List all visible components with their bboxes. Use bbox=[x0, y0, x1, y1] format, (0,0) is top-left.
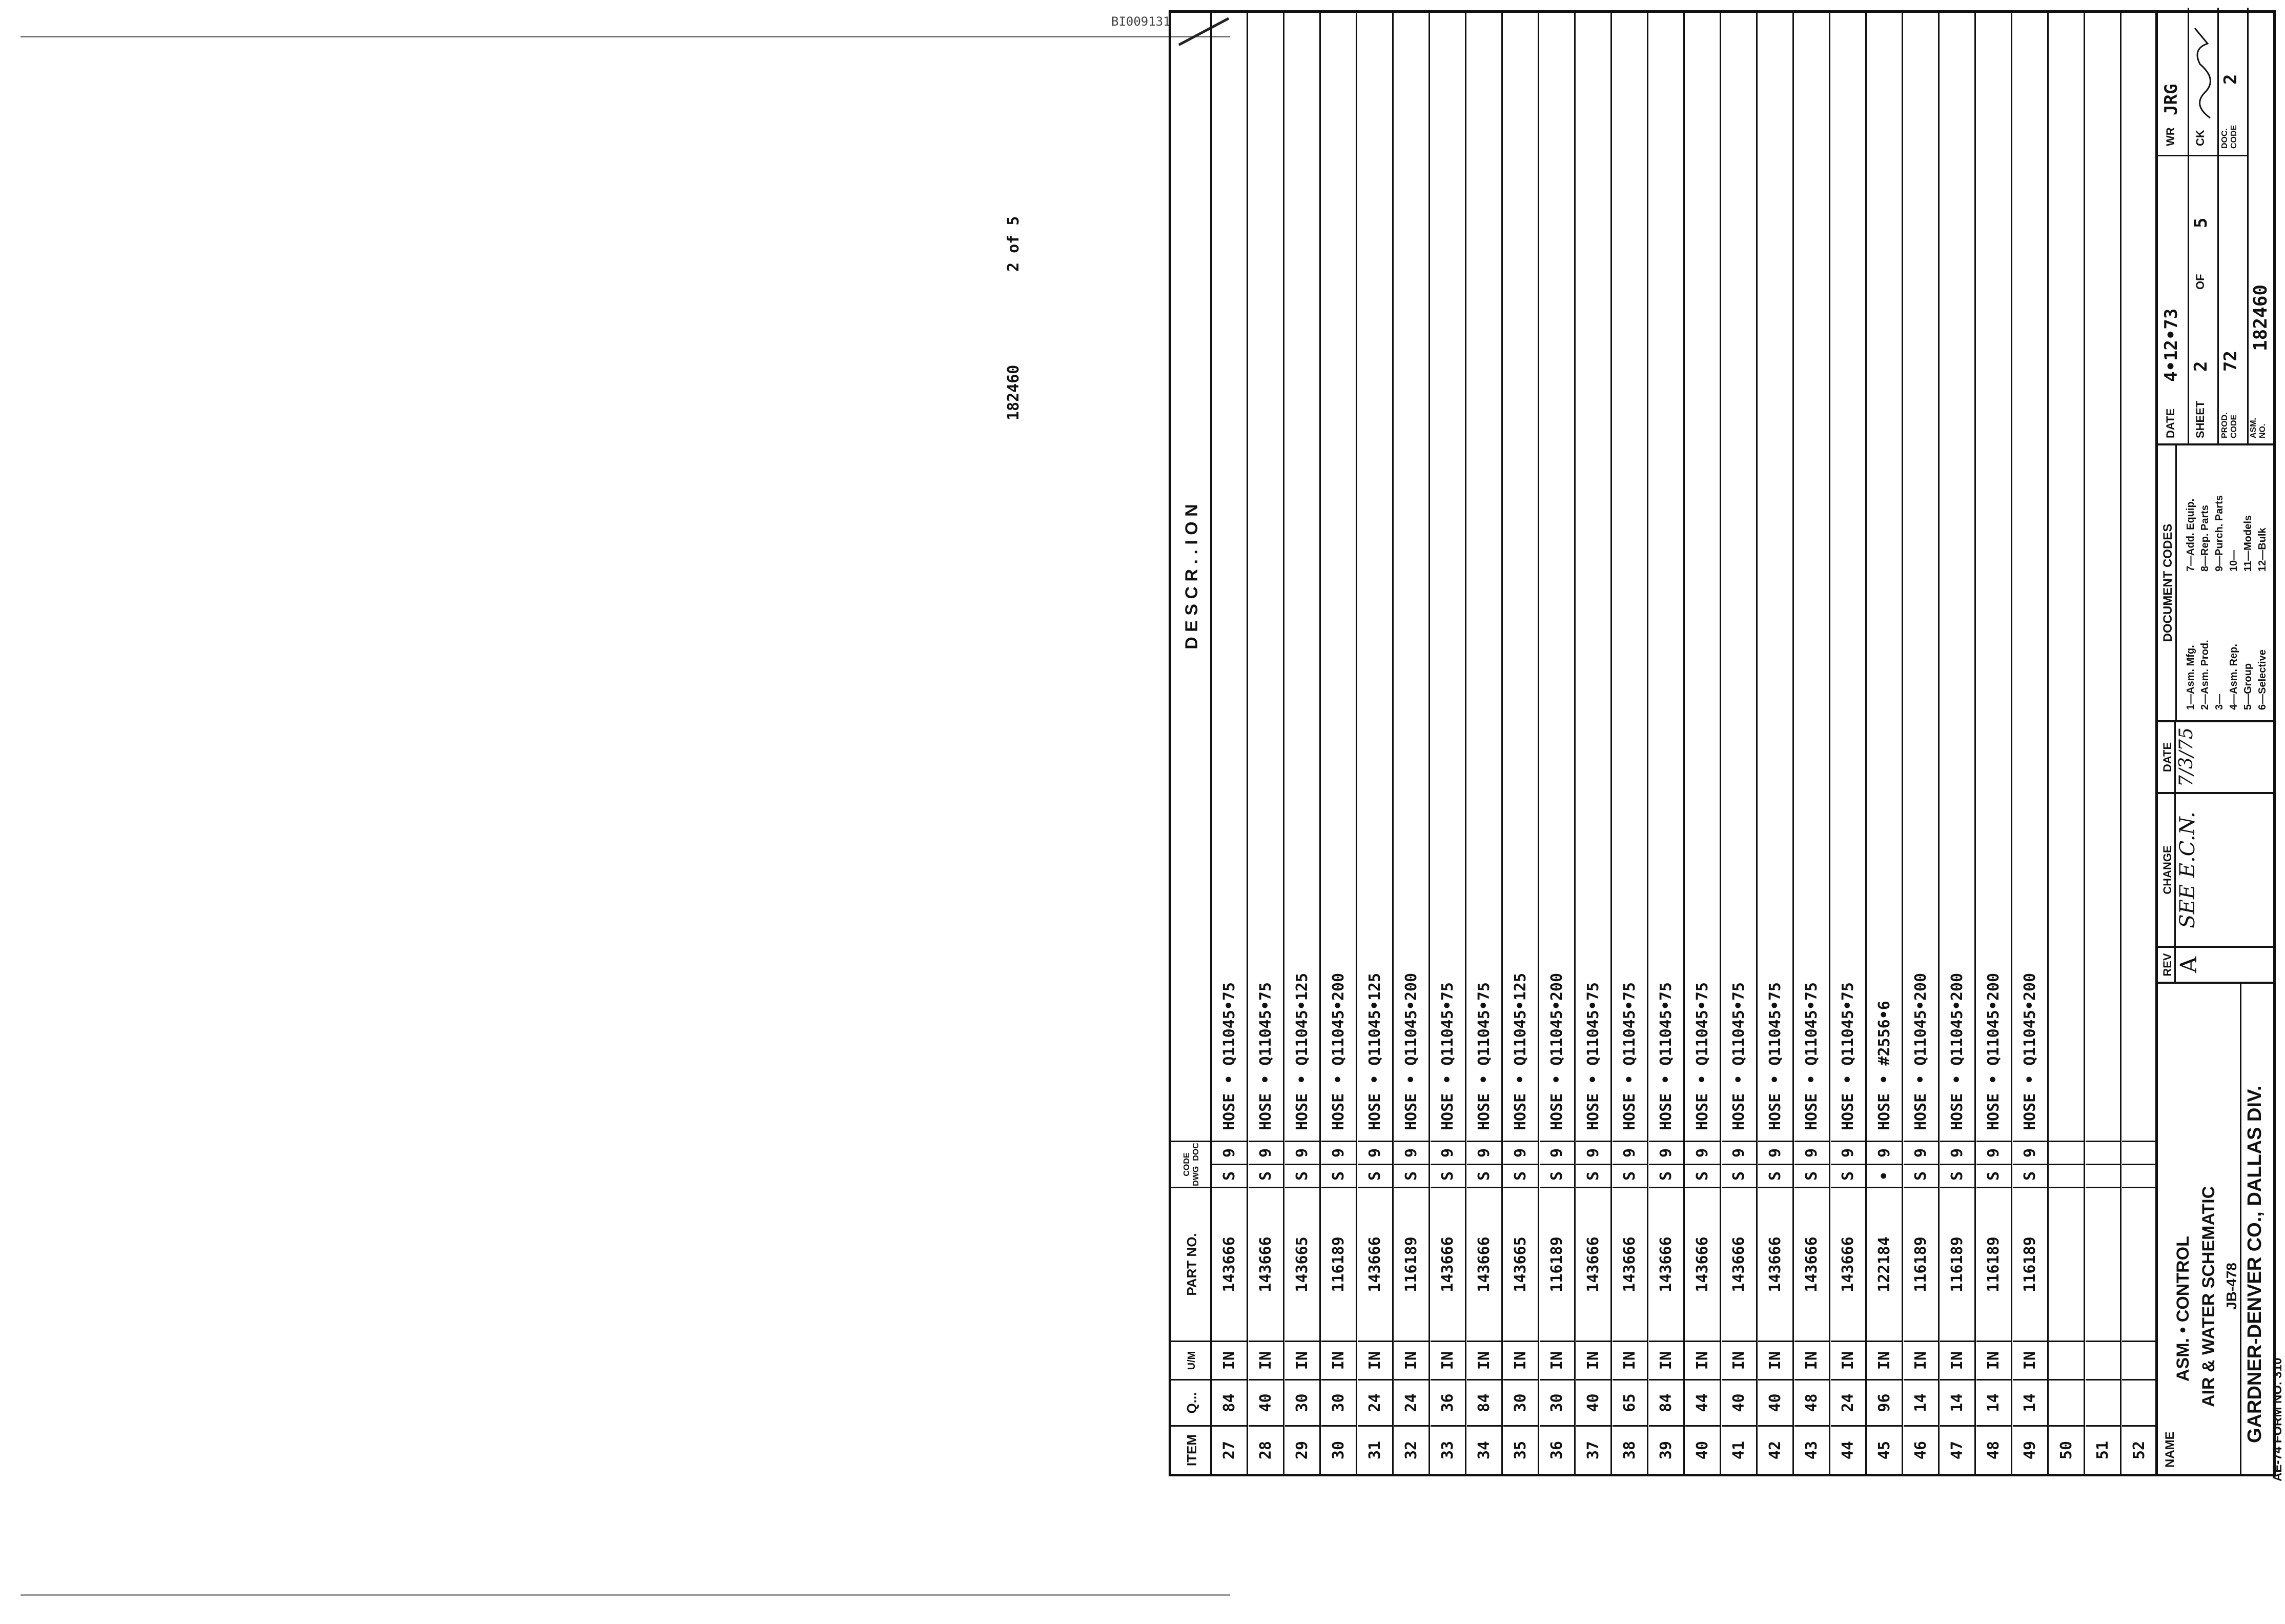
cell-description: HOSE • Q11045•200 bbox=[1984, 972, 2003, 1130]
cell-um: IN bbox=[1831, 1341, 1865, 1379]
cell-item: 30 bbox=[1321, 1425, 1356, 1474]
cell-description: HOSE • Q11045•75 bbox=[1584, 982, 1602, 1130]
doc-code-entry: 3— bbox=[2214, 694, 2225, 710]
wr-value: JRG bbox=[2161, 84, 2181, 115]
table-row bbox=[1685, 13, 1721, 1474]
cell-qty: 14 bbox=[1940, 1379, 1974, 1425]
cell-dwg-code bbox=[2122, 1164, 2156, 1187]
cell-um: IN bbox=[1358, 1341, 1392, 1379]
cell-item: 52 bbox=[2122, 1425, 2156, 1474]
cell-um: IN bbox=[1212, 1341, 1247, 1379]
cell-doc-code: 9 bbox=[1758, 1141, 1792, 1164]
cell-description: HOSE • Q11045•125 bbox=[1511, 972, 1529, 1130]
rev-date-col bbox=[2158, 720, 2273, 792]
cell-description: HOSE • Q11045•75 bbox=[1839, 982, 1857, 1130]
cell-item: 45 bbox=[1867, 1425, 1902, 1474]
cell-dwg-code: S bbox=[1649, 1164, 1683, 1187]
cell-description: HOSE • Q11045•75 bbox=[1438, 982, 1457, 1130]
rev-date-label: DATE bbox=[2158, 722, 2176, 792]
cell-part-no: 122184 bbox=[1867, 1187, 1902, 1341]
cell-dwg-code: S bbox=[1321, 1164, 1356, 1187]
cell-um: IN bbox=[1904, 1341, 1938, 1379]
cell-dwg-code: S bbox=[1722, 1164, 1756, 1187]
cell-qty: 84 bbox=[1212, 1379, 1247, 1425]
rev-value: A bbox=[2176, 957, 2202, 973]
table-row bbox=[1649, 13, 1685, 1474]
cell-description: HOSE • Q11045•200 bbox=[2021, 972, 2039, 1130]
cell-description: HOSE • Q11045•125 bbox=[1293, 972, 1311, 1130]
table-row bbox=[1794, 13, 1830, 1474]
table-row bbox=[1467, 13, 1503, 1474]
cell-dwg-code: S bbox=[1613, 1164, 1647, 1187]
cell-part-no: 116189 bbox=[1394, 1187, 1429, 1341]
cell-part-no bbox=[2049, 1187, 2084, 1341]
header-part-no: PART NO. bbox=[1171, 1187, 1212, 1341]
cell-part-no: 143666 bbox=[1358, 1187, 1392, 1341]
cell-um: IN bbox=[1940, 1341, 1974, 1379]
cell-dwg-code: S bbox=[1758, 1164, 1792, 1187]
bates-stamp: BI009131 bbox=[1111, 14, 1171, 29]
cell-description: HOSE • Q11045•75 bbox=[1766, 982, 1784, 1130]
cell-description: HOSE • Q11045•75 bbox=[1475, 982, 1493, 1130]
cell-doc-code: 9 bbox=[1503, 1141, 1538, 1164]
cell-item: 35 bbox=[1503, 1425, 1538, 1474]
cell-doc-code: 9 bbox=[1576, 1141, 1610, 1164]
doc-code-entry: 2—Asm. Prod. bbox=[2199, 640, 2211, 710]
cell-dwg-code: S bbox=[1358, 1164, 1392, 1187]
cell-description: HOSE • Q11045•75 bbox=[1256, 982, 1275, 1130]
cell-description: HOSE • Q11045•125 bbox=[1365, 972, 1384, 1130]
doc-code-entry: 11—Models bbox=[2242, 515, 2254, 572]
doc-code-value: 2 bbox=[2220, 74, 2241, 85]
cell-dwg-code: S bbox=[1394, 1164, 1429, 1187]
cell-qty: 30 bbox=[1321, 1379, 1356, 1425]
change-value: SEE E.C.N. bbox=[2176, 811, 2199, 928]
cell-dwg-code bbox=[2049, 1164, 2084, 1187]
cell-doc-code bbox=[2086, 1141, 2120, 1164]
cell-qty: 24 bbox=[1358, 1379, 1392, 1425]
cell-doc-code: 9 bbox=[1940, 1141, 1974, 1164]
checker-signature bbox=[2190, 23, 2215, 120]
cell-item: 38 bbox=[1613, 1425, 1647, 1474]
cell-part-no: 116189 bbox=[1940, 1187, 1974, 1341]
cell-doc-code: 9 bbox=[1212, 1141, 1247, 1164]
table-row bbox=[1831, 13, 1867, 1474]
cell-description: HOSE • Q11045•200 bbox=[1329, 972, 1348, 1130]
cell-part-no: 143665 bbox=[1503, 1187, 1538, 1341]
name-box bbox=[2158, 982, 2273, 1474]
cell-description: HOSE • Q11045•75 bbox=[1620, 982, 1639, 1130]
cell-qty bbox=[2086, 1379, 2120, 1425]
table-row bbox=[2086, 13, 2121, 1474]
top-asm-note: 182460 bbox=[1005, 364, 1023, 420]
table-row bbox=[1940, 13, 1976, 1474]
rev-label: REV bbox=[2158, 948, 2176, 982]
scan-edge-bottom bbox=[21, 1594, 1230, 1596]
cell-part-no: 116189 bbox=[1976, 1187, 2011, 1341]
scan-edge-top bbox=[21, 36, 1230, 37]
cell-um: IN bbox=[1794, 1341, 1829, 1379]
table-row bbox=[1249, 13, 1284, 1474]
cell-part-no: 143666 bbox=[1613, 1187, 1647, 1341]
doc-code-label: DOC. CODE bbox=[2220, 125, 2238, 149]
cell-dwg-code: S bbox=[1212, 1164, 1247, 1187]
cell-dwg-code: S bbox=[1685, 1164, 1720, 1187]
cell-qty: 14 bbox=[2013, 1379, 2047, 1425]
cell-item: 41 bbox=[1722, 1425, 1756, 1474]
cell-doc-code: 9 bbox=[1394, 1141, 1429, 1164]
cell-um: IN bbox=[1685, 1341, 1720, 1379]
cell-qty: 44 bbox=[1685, 1379, 1720, 1425]
header-um: U/M bbox=[1171, 1341, 1212, 1379]
cell-description: HOSE • Q11045•75 bbox=[1729, 982, 1748, 1130]
date-hdr: DATE bbox=[2164, 408, 2177, 438]
table-row bbox=[1285, 13, 1321, 1474]
cell-part-no: 143666 bbox=[1467, 1187, 1501, 1341]
document-codes-box bbox=[2158, 443, 2273, 720]
rev-date-value: 7/3/75 bbox=[2176, 727, 2197, 787]
cell-doc-code: 9 bbox=[1976, 1141, 2011, 1164]
cell-description: HOSE • Q11045•75 bbox=[1657, 982, 1675, 1130]
doc-code-entry: 5—Group bbox=[2242, 663, 2254, 710]
cell-qty: 40 bbox=[1722, 1379, 1756, 1425]
parts-list-form bbox=[1169, 10, 2284, 1481]
cell-um: IN bbox=[2013, 1341, 2047, 1379]
header-dwg: DWG bbox=[1192, 1166, 1200, 1186]
table-row bbox=[1867, 13, 1903, 1474]
cell-item: 51 bbox=[2086, 1425, 2120, 1474]
cell-part-no: 143666 bbox=[1576, 1187, 1610, 1341]
asm-no-value: 182460 bbox=[2250, 284, 2271, 351]
cell-doc-code: 9 bbox=[1613, 1141, 1647, 1164]
parts-table bbox=[1169, 10, 2158, 1476]
change-label: CHANGE bbox=[2158, 794, 2176, 946]
cell-part-no: 143665 bbox=[1285, 1187, 1319, 1341]
form-number: AE-74 FORM NO. 310 bbox=[2271, 1357, 2284, 1481]
sheet-value: 2 bbox=[2191, 361, 2211, 372]
cell-item: 40 bbox=[1685, 1425, 1720, 1474]
change-col bbox=[2158, 792, 2273, 946]
cell-um: IN bbox=[1503, 1341, 1538, 1379]
header-code bbox=[1171, 1141, 1212, 1187]
ck-label: CK bbox=[2194, 130, 2207, 146]
cell-part-no: 143666 bbox=[1722, 1187, 1756, 1341]
cell-doc-code: 9 bbox=[1831, 1141, 1865, 1164]
table-row bbox=[1212, 13, 1248, 1474]
doc-code-entry: 10— bbox=[2228, 550, 2239, 572]
cell-description: HOSE • Q11045•200 bbox=[1911, 972, 1930, 1130]
cell-um: IN bbox=[1540, 1341, 1574, 1379]
doc-code-entry: 4—Asm. Rep. bbox=[2228, 644, 2239, 710]
table-row bbox=[1503, 13, 1539, 1474]
cell-item: 48 bbox=[1976, 1425, 2011, 1474]
cell-doc-code: 9 bbox=[1467, 1141, 1501, 1164]
cell-qty: 40 bbox=[1249, 1379, 1283, 1425]
doc-code-entry: 8—Rep. Parts bbox=[2199, 504, 2211, 572]
cell-dwg-code: S bbox=[1831, 1164, 1865, 1187]
cell-qty: 96 bbox=[1867, 1379, 1902, 1425]
cell-doc-code bbox=[2122, 1141, 2156, 1164]
cell-item: 27 bbox=[1212, 1425, 1247, 1474]
cell-item: 29 bbox=[1285, 1425, 1319, 1474]
cell-um bbox=[2086, 1341, 2120, 1379]
cell-item: 33 bbox=[1431, 1425, 1465, 1474]
cell-item: 47 bbox=[1940, 1425, 1974, 1474]
company-name: GARDNER-DENVER CO., DALLAS DIV. bbox=[2244, 1085, 2266, 1443]
cell-doc-code: 9 bbox=[1685, 1141, 1720, 1164]
cell-part-no: 116189 bbox=[1904, 1187, 1938, 1341]
cell-qty: 40 bbox=[1576, 1379, 1610, 1425]
cell-dwg-code: S bbox=[1431, 1164, 1465, 1187]
cell-part-no: 143666 bbox=[1249, 1187, 1283, 1341]
doc-code-entry: 7—Add. Equip. bbox=[2185, 498, 2196, 572]
doc-codes-right bbox=[2184, 495, 2270, 572]
cell-um: IN bbox=[1394, 1341, 1429, 1379]
title-block bbox=[2158, 10, 2276, 1476]
cell-part-no: 143666 bbox=[1212, 1187, 1247, 1341]
table-row bbox=[1358, 13, 1394, 1474]
of-value: 5 bbox=[2191, 217, 2211, 228]
cell-description: HOSE • Q11045•200 bbox=[1547, 972, 1566, 1130]
table-row bbox=[1576, 13, 1612, 1474]
doc-code-entry: 9—Purch. Parts bbox=[2214, 495, 2225, 572]
cell-doc-code bbox=[2049, 1141, 2084, 1164]
cell-dwg-code: S bbox=[1794, 1164, 1829, 1187]
doc-code-entry: 6—Selective bbox=[2257, 649, 2268, 710]
table-header bbox=[1171, 13, 1212, 1474]
table-row bbox=[1321, 13, 1357, 1474]
table-row bbox=[1904, 13, 1940, 1474]
cell-dwg-code: S bbox=[1540, 1164, 1574, 1187]
doc-codes-left bbox=[2184, 640, 2270, 710]
cell-um: IN bbox=[1576, 1341, 1610, 1379]
cell-item: 39 bbox=[1649, 1425, 1683, 1474]
table-row bbox=[1758, 13, 1794, 1474]
cell-um: IN bbox=[1722, 1341, 1756, 1379]
cell-qty: 30 bbox=[1285, 1379, 1319, 1425]
cell-item: 50 bbox=[2049, 1425, 2084, 1474]
cell-description: HOSE • Q11045•75 bbox=[1220, 982, 1238, 1130]
table-row bbox=[2013, 13, 2049, 1474]
cell-part-no bbox=[2122, 1187, 2156, 1341]
prod-code-value: 72 bbox=[2220, 351, 2241, 372]
header-item: ITEM bbox=[1171, 1425, 1212, 1474]
cell-qty bbox=[2049, 1379, 2084, 1425]
name-line-2: AIR & WATER SCHEMATIC bbox=[2199, 1186, 2218, 1407]
cell-dwg-code: S bbox=[1576, 1164, 1610, 1187]
name-line-1: ASM. • CONTROL bbox=[2173, 1236, 2193, 1382]
wr-label: WR bbox=[2164, 127, 2177, 146]
cell-doc-code: 9 bbox=[1321, 1141, 1356, 1164]
cell-um: IN bbox=[1249, 1341, 1283, 1379]
cell-part-no bbox=[2086, 1187, 2120, 1341]
table-row bbox=[2122, 13, 2158, 1474]
date-value: 4•12•73 bbox=[2161, 308, 2181, 382]
cell-item: 42 bbox=[1758, 1425, 1792, 1474]
cell-part-no: 143666 bbox=[1649, 1187, 1683, 1341]
cell-doc-code: 9 bbox=[1285, 1141, 1319, 1164]
cell-um: IN bbox=[1613, 1341, 1647, 1379]
cell-part-no: 143666 bbox=[1831, 1187, 1865, 1341]
cell-dwg-code: S bbox=[2013, 1164, 2047, 1187]
cell-qty bbox=[2122, 1379, 2156, 1425]
cell-part-no: 143666 bbox=[1431, 1187, 1465, 1341]
table-row bbox=[1394, 13, 1430, 1474]
table-row bbox=[1540, 13, 1576, 1474]
cell-item: 31 bbox=[1358, 1425, 1392, 1474]
cell-description bbox=[2122, 13, 2156, 1141]
cell-um: IN bbox=[1285, 1341, 1319, 1379]
cell-item: 43 bbox=[1794, 1425, 1829, 1474]
cell-doc-code: 9 bbox=[2013, 1141, 2047, 1164]
cell-dwg-code: • bbox=[1867, 1164, 1902, 1187]
cell-part-no: 143666 bbox=[1758, 1187, 1792, 1341]
header-code-label: CODE bbox=[1182, 1152, 1191, 1176]
cell-qty: 65 bbox=[1613, 1379, 1647, 1425]
cell-part-no: 143666 bbox=[1685, 1187, 1720, 1341]
cell-um: IN bbox=[1976, 1341, 2011, 1379]
table-row bbox=[1976, 13, 2012, 1474]
sheet-info-box bbox=[2158, 8, 2273, 443]
cell-dwg-code: S bbox=[1503, 1164, 1538, 1187]
cell-qty: 30 bbox=[1503, 1379, 1538, 1425]
cell-um: IN bbox=[1758, 1341, 1792, 1379]
cell-qty: 14 bbox=[1976, 1379, 2011, 1425]
header-qty: Q... bbox=[1171, 1379, 1212, 1425]
cell-dwg-code: S bbox=[1940, 1164, 1974, 1187]
cell-doc-code: 9 bbox=[1649, 1141, 1683, 1164]
table-row bbox=[1613, 13, 1648, 1474]
cell-doc-code: 9 bbox=[1794, 1141, 1829, 1164]
cell-um bbox=[2122, 1341, 2156, 1379]
cell-doc-code: 9 bbox=[1540, 1141, 1574, 1164]
cell-um: IN bbox=[1431, 1341, 1465, 1379]
cell-qty: 84 bbox=[1649, 1379, 1683, 1425]
cell-um: IN bbox=[1649, 1341, 1683, 1379]
cell-qty: 24 bbox=[1394, 1379, 1429, 1425]
cell-description: HOSE • Q11045•200 bbox=[1402, 972, 1420, 1130]
cell-item: 37 bbox=[1576, 1425, 1610, 1474]
cell-description: HOSE • Q11045•75 bbox=[1693, 982, 1711, 1130]
cell-item: 28 bbox=[1249, 1425, 1283, 1474]
cell-item: 34 bbox=[1467, 1425, 1501, 1474]
table-row bbox=[1431, 13, 1466, 1474]
cell-um: IN bbox=[1321, 1341, 1356, 1379]
cell-item: 36 bbox=[1540, 1425, 1574, 1474]
cell-part-no: 143666 bbox=[1794, 1187, 1829, 1341]
cell-dwg-code: S bbox=[1467, 1164, 1501, 1187]
cell-item: 49 bbox=[2013, 1425, 2047, 1474]
asm-no-label: ASM. NO. bbox=[2249, 418, 2267, 438]
rev-col bbox=[2158, 946, 2273, 982]
cell-doc-code: 9 bbox=[1249, 1141, 1283, 1164]
cell-description: HOSE • Q11045•200 bbox=[1948, 972, 1966, 1130]
cell-doc-code: 9 bbox=[1904, 1141, 1938, 1164]
cell-dwg-code: S bbox=[1249, 1164, 1283, 1187]
top-page-note: 2 of 5 bbox=[1005, 216, 1023, 272]
table-row bbox=[2049, 13, 2085, 1474]
cell-description bbox=[2049, 13, 2084, 1141]
cell-dwg-code: S bbox=[1285, 1164, 1319, 1187]
header-doc: DOC bbox=[1192, 1143, 1200, 1161]
of-label: OF bbox=[2194, 274, 2207, 290]
cell-description bbox=[2086, 13, 2120, 1141]
sheet-label: SHEET bbox=[2194, 400, 2207, 438]
cell-qty: 24 bbox=[1831, 1379, 1865, 1425]
cell-item: 44 bbox=[1831, 1425, 1865, 1474]
cell-um: IN bbox=[1867, 1341, 1902, 1379]
cell-qty: 30 bbox=[1540, 1379, 1574, 1425]
name-line-3: JB-478 bbox=[2223, 1263, 2239, 1310]
cell-um bbox=[2049, 1341, 2084, 1379]
cell-item: 32 bbox=[1394, 1425, 1429, 1474]
cell-part-no: 116189 bbox=[2013, 1187, 2047, 1341]
cell-dwg-code: S bbox=[1976, 1164, 2011, 1187]
cell-doc-code: 9 bbox=[1867, 1141, 1902, 1164]
doc-code-entry: 1—Asm. Mfg. bbox=[2185, 645, 2196, 710]
cell-um: IN bbox=[1467, 1341, 1501, 1379]
doc-code-entry: 12—Bulk bbox=[2257, 527, 2268, 572]
cell-item: 46 bbox=[1904, 1425, 1938, 1474]
cell-doc-code: 9 bbox=[1431, 1141, 1465, 1164]
cell-qty: 48 bbox=[1794, 1379, 1829, 1425]
prod-code-label: PROD. CODE bbox=[2220, 412, 2238, 438]
cell-part-no: 116189 bbox=[1321, 1187, 1356, 1341]
cell-doc-code: 9 bbox=[1358, 1141, 1392, 1164]
cell-doc-code: 9 bbox=[1722, 1141, 1756, 1164]
cell-qty: 40 bbox=[1758, 1379, 1792, 1425]
cell-description: HOSE • #2556•6 bbox=[1875, 1001, 1893, 1130]
name-label: NAME bbox=[2163, 1431, 2177, 1468]
cell-qty: 36 bbox=[1431, 1379, 1465, 1425]
doc-codes-label: DOCUMENT CODES bbox=[2158, 445, 2177, 720]
cell-qty: 14 bbox=[1904, 1379, 1938, 1425]
table-row bbox=[1722, 13, 1758, 1474]
cell-part-no: 116189 bbox=[1540, 1187, 1574, 1341]
cell-description: HOSE • Q11045•75 bbox=[1802, 982, 1821, 1130]
cell-dwg-code bbox=[2086, 1164, 2120, 1187]
cell-qty: 84 bbox=[1467, 1379, 1501, 1425]
header-description: D E S C R . . I O N bbox=[1181, 504, 1201, 649]
cell-dwg-code: S bbox=[1904, 1164, 1938, 1187]
